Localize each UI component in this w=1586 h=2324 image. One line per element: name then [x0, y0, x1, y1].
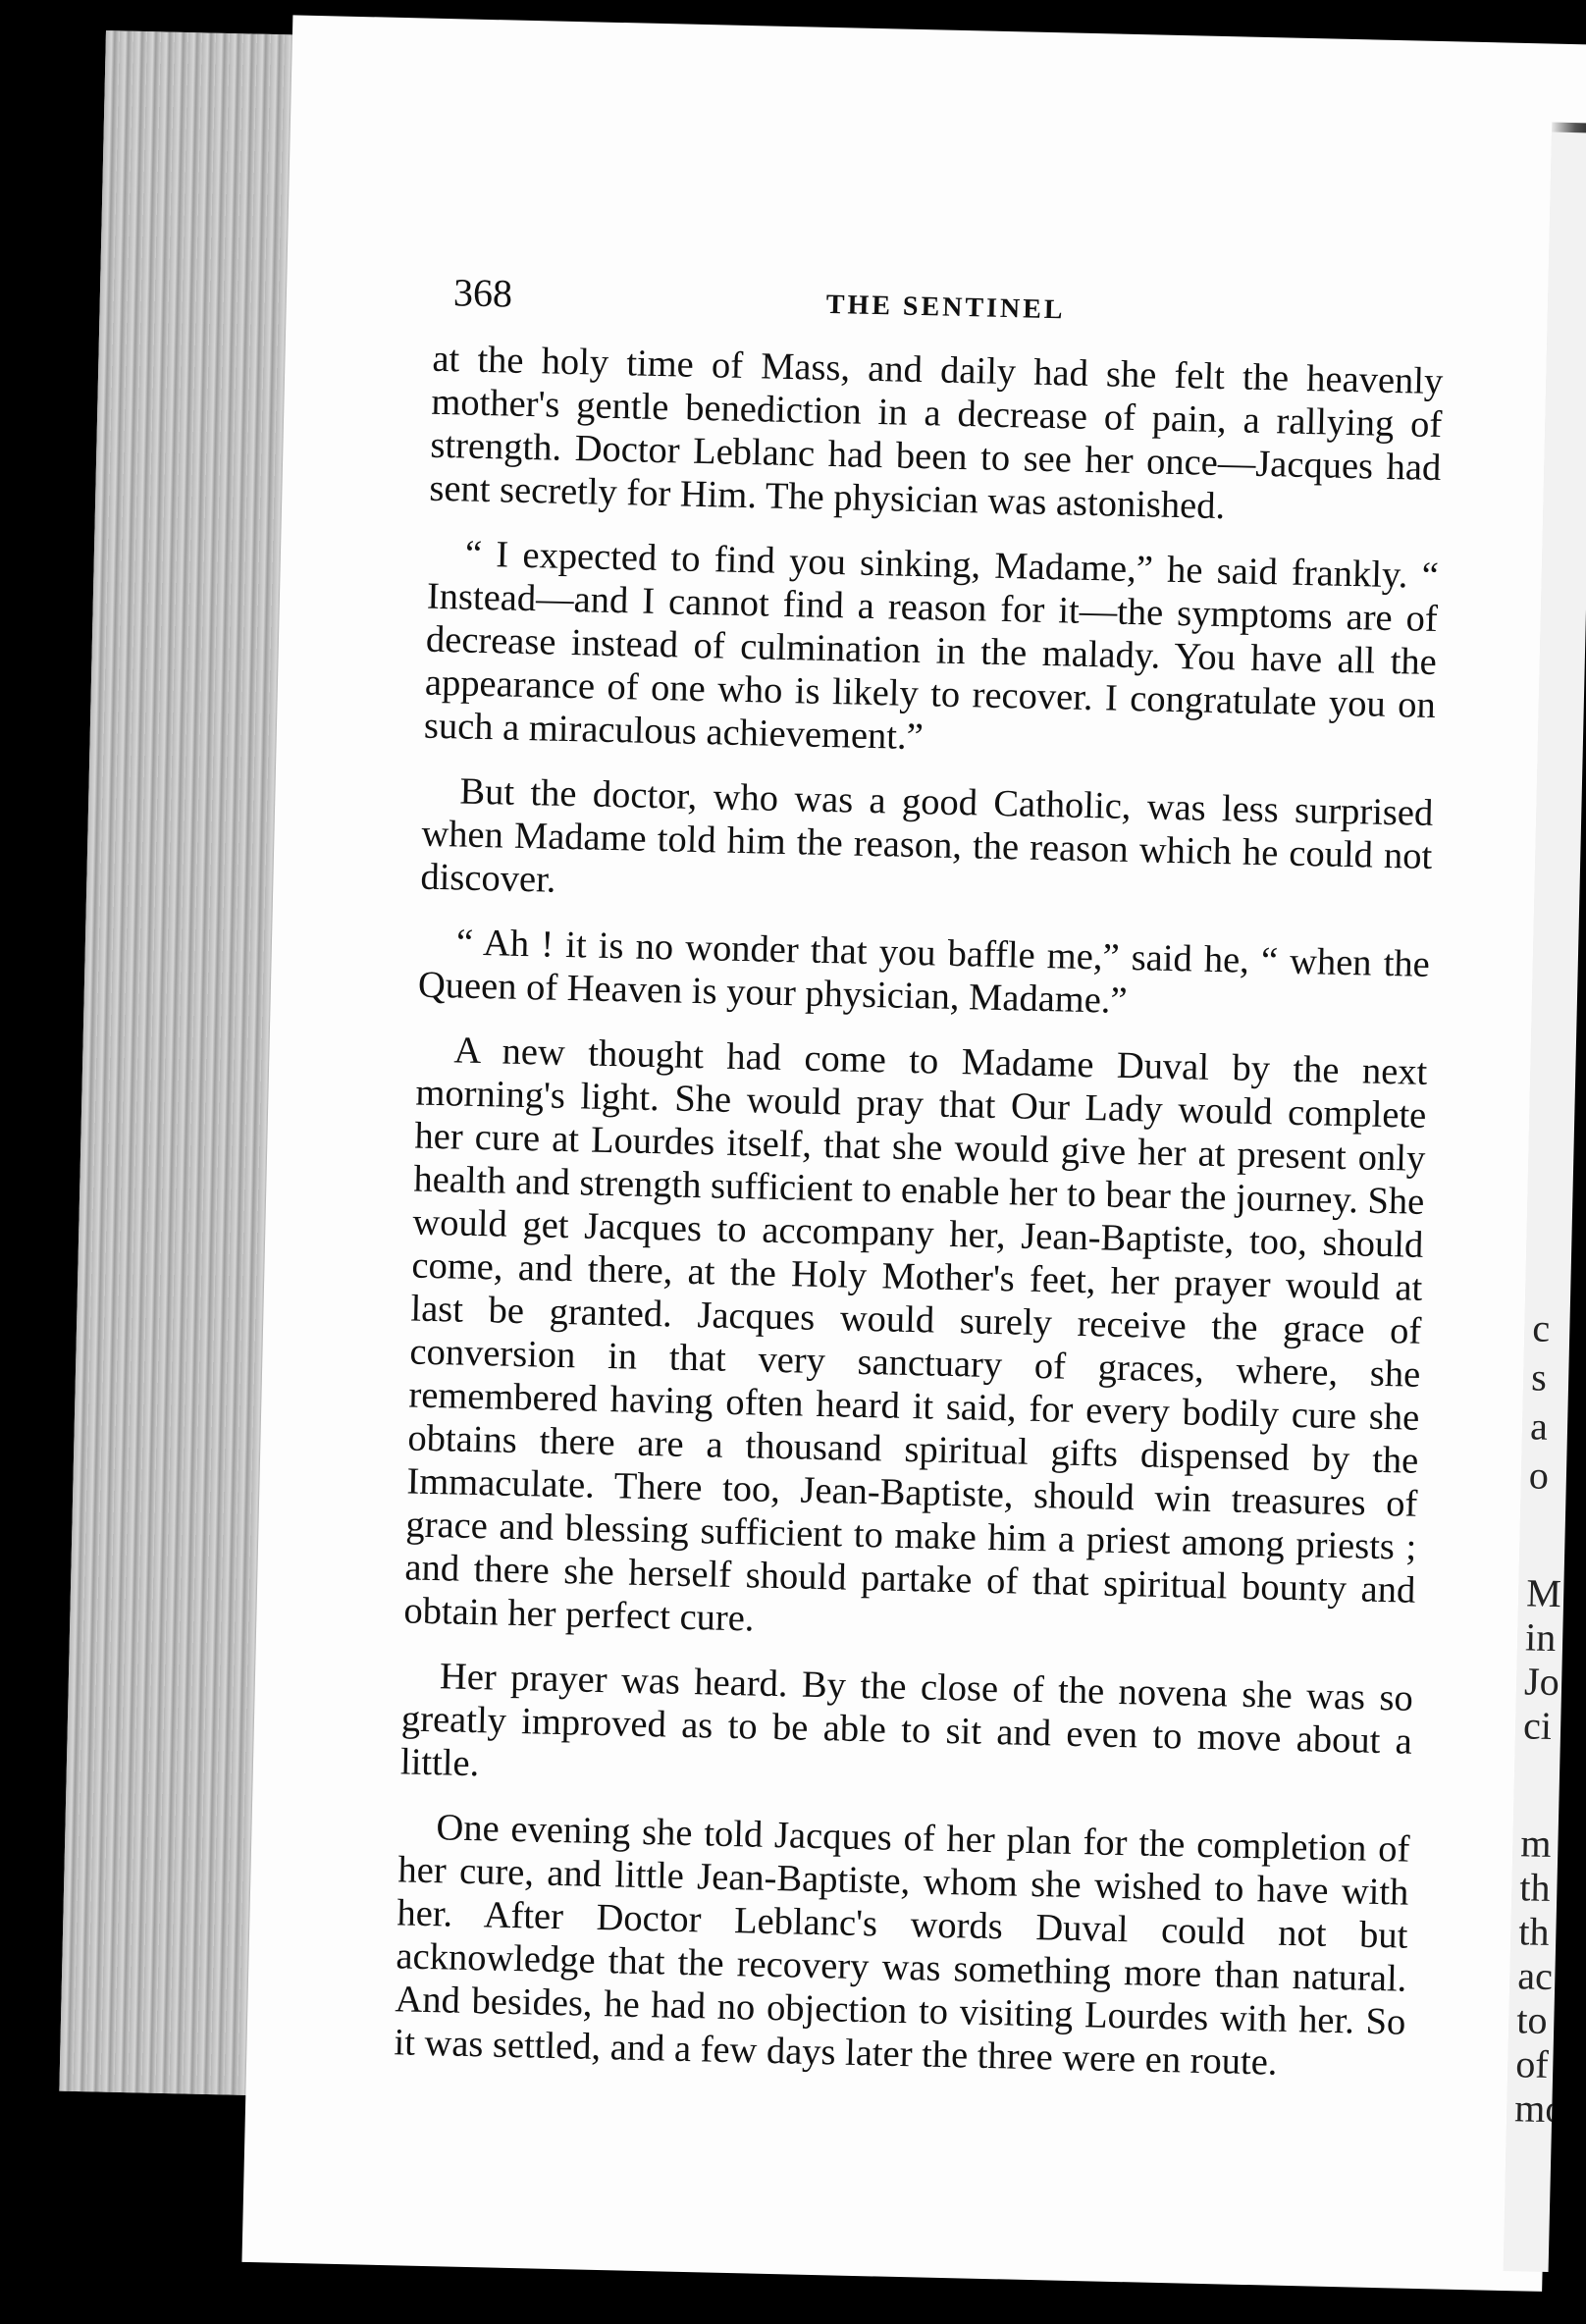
next-page-fragment: Jo — [1523, 1659, 1560, 1705]
next-page-fragment: in — [1524, 1614, 1557, 1661]
paragraph: A new thought had come to Madame Duval by the next morning's light. She would pray that Our Lady would complete her cure at Lourdes itself, that she would give her at present only health and strength sufficient to enable her to bear the journey. She would get Jacques to accompany her, Jean-Baptiste, too, should come, and there, at the Holy Mother's feet, her prayer would at last be granted. Jacques would surely receive the grace of conversion in that very sanctuary of graces, where, she remembered having often heard it said, for every bodily cure she obtains there are a thousand spiritual gifts dispensed by the Immaculate. There too, Jean-Baptiste, should win treasures of grace and blessing sufficient to make him a priest among priests ; and there she herself should partake of that spiritual bounty and obtain her perfect cure. — [403, 1030, 1428, 1640]
next-page-fragment: a — [1529, 1403, 1549, 1449]
next-page-fragment: th — [1517, 1909, 1551, 1954]
next-page-fragment: s — [1530, 1354, 1548, 1400]
next-page-fragment: o — [1528, 1452, 1550, 1498]
next-page-fragment: mo — [1513, 2086, 1565, 2132]
next-page-fragment: of — [1514, 2041, 1550, 2086]
paragraph: One evening she told Jacques of her plan for the completion of her cure, and little Jean-Baptiste, whom she wished to have with her. After Doctor Leblanc's words Duval could not but acknowledge that the recovery was something more than natural. And besides, he had no objection to visiting Lourdes with her. So it was settled, and a few days later the three were en route. — [394, 1807, 1410, 2084]
body-text — [394, 338, 1444, 2109]
next-page-fragment: ac — [1516, 1953, 1554, 1999]
paragraph: at the holy time of Mass, and daily had she felt the heavenly mother's gentle benediction in a decrease of pain, a rallying of strength. Doctor Leblanc had been to see her once—Jacques had sent secretly for Him. The physician was astonished. — [429, 338, 1444, 528]
paragraph: “ I expected to find you sinking, Madame,” he said frankly. “ Instead—and I cannot find a reason for it—the symptoms are of decrease instead of culmination in the malady. You have all the appearance of one who is likely to recover. I congratulate you on such a miraculous achievement.” — [423, 533, 1440, 759]
page-number: 368 — [452, 270, 513, 316]
next-page-fragment: ci — [1522, 1703, 1553, 1748]
next-page-fragment: to — [1515, 1997, 1549, 2042]
next-page-fragment: m — [1519, 1821, 1553, 1866]
book-spread — [55, 11, 1586, 2316]
running-title: THE SENTINEL — [825, 289, 1066, 326]
next-page-fragment: M — [1525, 1570, 1562, 1616]
next-page-fragment: th — [1518, 1865, 1552, 1910]
paragraph: “ Ah ! it is no wonder that you baffle me,” said he, “ when the Queen of Heaven is your physician, Madame.” — [417, 922, 1431, 1022]
next-page-fragment: c — [1531, 1305, 1551, 1350]
paragraph: But the doctor, who was a good Catholic, was less surprised when Madame told him the reason, the reason which he could not discover. — [420, 770, 1434, 901]
paragraph: Her prayer was heard. By the close of the novena she was so greatly improved as to be able to sit and even to move about a little. — [399, 1656, 1414, 1785]
